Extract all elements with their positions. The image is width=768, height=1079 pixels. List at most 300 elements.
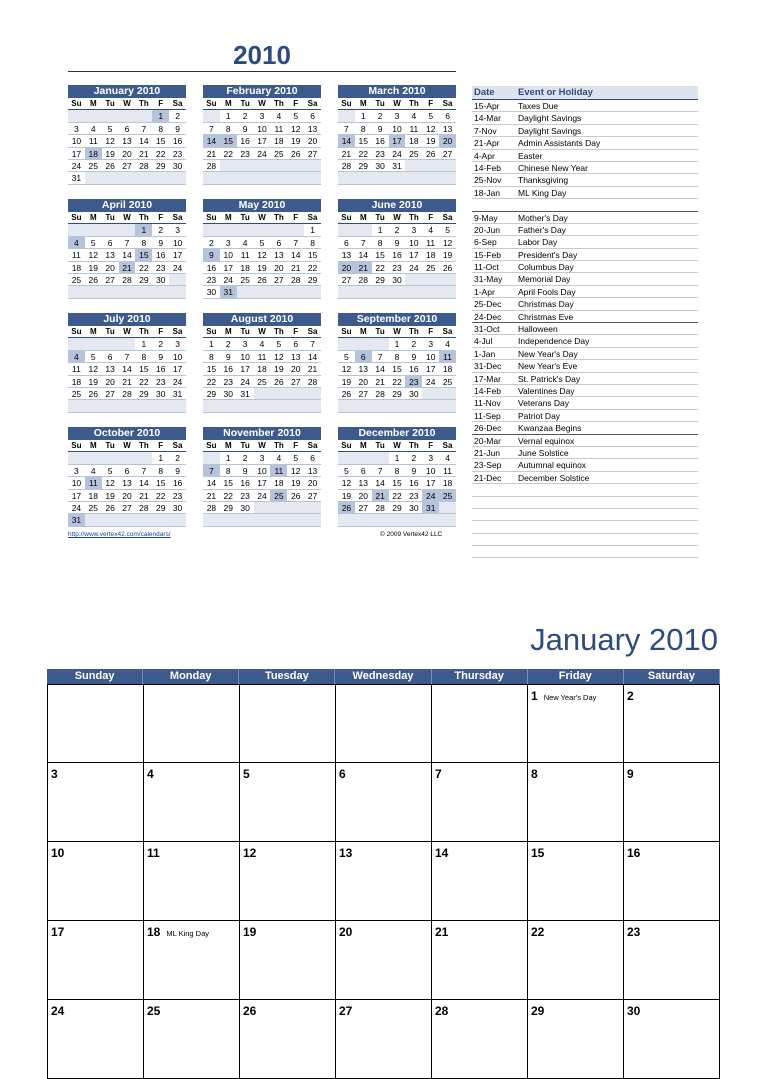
mini-weekday: M (220, 326, 237, 338)
event-date: 24-Dec (474, 311, 502, 322)
mini-day: 2 (220, 338, 237, 350)
mini-day: 15 (152, 135, 169, 147)
day-cell[interactable] (48, 1000, 144, 1079)
mini-day: 21 (372, 490, 389, 502)
mini-day-empty (135, 110, 152, 122)
event-name: Independence Day (518, 336, 590, 347)
mini-day: 18 (270, 135, 287, 147)
mini-day-empty (68, 452, 85, 464)
mini-weekday: W (389, 326, 406, 338)
mini-day: 9 (203, 249, 220, 261)
mini-day-empty (389, 400, 406, 412)
event-name (518, 509, 698, 520)
mini-day: 24 (220, 274, 237, 286)
mini-day-empty (152, 400, 169, 412)
day-cell[interactable] (240, 1000, 336, 1079)
mini-day: 11 (68, 249, 85, 261)
mini-day: 13 (355, 477, 372, 489)
mini-weekday: F (422, 440, 439, 452)
mini-day: 15 (389, 363, 406, 375)
mini-day: 24 (254, 148, 271, 160)
mini-day: 2 (237, 110, 254, 122)
mini-day: 7 (372, 351, 389, 363)
mini-day: 13 (102, 363, 119, 375)
mini-day: 3 (237, 338, 254, 350)
mini-day-empty (203, 224, 220, 236)
mini-month-title: February 2010 (203, 85, 321, 98)
day-number: 30 (627, 1004, 641, 1018)
mini-weekday: M (355, 326, 372, 338)
mini-day: 18 (68, 376, 85, 388)
mini-day: 18 (270, 477, 287, 489)
day-cell[interactable] (624, 842, 720, 921)
mini-day: 6 (119, 123, 136, 135)
day-cell[interactable] (240, 763, 336, 842)
mini-day-empty (119, 286, 136, 298)
mini-day: 29 (372, 274, 389, 286)
mini-day: 16 (169, 477, 186, 489)
mini-month (203, 199, 321, 299)
mini-day: 18 (405, 135, 422, 147)
mini-day: 10 (422, 351, 439, 363)
mini-day-empty (203, 110, 220, 122)
mini-day: 28 (372, 502, 389, 514)
mini-day: 7 (338, 123, 355, 135)
day-number: 18 (147, 925, 161, 939)
mini-weekday: W (119, 212, 136, 224)
day-cell[interactable] (144, 684, 240, 763)
mini-day: 1 (152, 110, 169, 122)
mini-day-empty (102, 224, 119, 236)
day-cell[interactable] (48, 763, 144, 842)
mini-day-empty (254, 514, 271, 526)
day-cell[interactable] (48, 684, 144, 763)
mini-day: 17 (68, 148, 85, 160)
mini-day: 8 (304, 237, 321, 249)
mini-day: 25 (270, 148, 287, 160)
events-header (472, 86, 698, 100)
mini-day-empty (439, 502, 456, 514)
mini-day-empty (85, 224, 102, 236)
mini-day: 2 (152, 338, 169, 350)
mini-day-empty (389, 514, 406, 526)
mini-day-empty (237, 160, 254, 172)
day-number: 24 (51, 1004, 65, 1018)
event-name: ML King Day (518, 187, 567, 198)
event-row (472, 112, 698, 124)
mini-day: 10 (254, 465, 271, 477)
mini-day: 20 (287, 363, 304, 375)
mini-month-grid (68, 326, 186, 413)
event-name: April Fools Day (518, 286, 576, 297)
day-cell[interactable] (336, 921, 432, 1000)
day-number: 25 (147, 1004, 161, 1018)
day-cell[interactable] (144, 842, 240, 921)
mini-day-empty (270, 400, 287, 412)
event-row (472, 286, 698, 298)
day-cell[interactable] (624, 1000, 720, 1079)
mini-day-empty (68, 338, 85, 350)
mini-day: 15 (220, 135, 237, 147)
mini-weekday: Sa (304, 212, 321, 224)
day-cell[interactable] (144, 1000, 240, 1079)
event-date: 25-Nov (474, 175, 502, 186)
mini-day: 29 (355, 160, 372, 172)
mini-month (68, 85, 186, 185)
mini-day-empty (220, 172, 237, 184)
event-date: 31-May (474, 274, 503, 285)
mini-month-title: May 2010 (203, 199, 321, 212)
day-cell[interactable] (432, 684, 528, 763)
mini-day: 24 (254, 490, 271, 502)
mini-day-empty (102, 110, 119, 122)
mini-weekday: Sa (439, 440, 456, 452)
mini-day: 16 (152, 249, 169, 261)
mini-day-empty (287, 388, 304, 400)
mini-weekday: W (254, 440, 271, 452)
mini-day: 2 (372, 110, 389, 122)
mini-day: 3 (405, 224, 422, 236)
mini-day-empty (85, 514, 102, 526)
mini-day: 11 (85, 477, 102, 489)
mini-day: 26 (422, 148, 439, 160)
mini-day-empty (254, 502, 271, 514)
mini-day-empty (237, 172, 254, 184)
mini-day: 20 (355, 376, 372, 388)
mini-day-empty (203, 514, 220, 526)
event-date: 26-Dec (474, 423, 502, 434)
mini-day: 3 (422, 338, 439, 350)
mini-day-empty (304, 388, 321, 400)
weekday-label: Thursday (432, 669, 528, 684)
mini-day: 27 (119, 160, 136, 172)
mini-day: 5 (85, 351, 102, 363)
mini-day: 10 (169, 237, 186, 249)
mini-day-empty (355, 286, 372, 298)
event-name: Halloween (518, 324, 558, 335)
mini-day: 20 (355, 490, 372, 502)
mini-day: 24 (68, 502, 85, 514)
mini-day: 12 (85, 249, 102, 261)
mini-day-empty (422, 172, 439, 184)
mini-day: 28 (119, 274, 136, 286)
mini-day: 6 (287, 338, 304, 350)
day-cell[interactable] (240, 684, 336, 763)
day-cell[interactable] (240, 921, 336, 1000)
mini-day-empty (68, 286, 85, 298)
mini-day: 28 (119, 388, 136, 400)
day-cell[interactable] (624, 763, 720, 842)
mini-day-empty (152, 286, 169, 298)
mini-day: 13 (119, 135, 136, 147)
mini-day: 13 (119, 477, 136, 489)
mini-day-empty (372, 400, 389, 412)
mini-day-empty (355, 514, 372, 526)
event-row (472, 546, 698, 558)
mini-month-grid (68, 440, 186, 527)
mini-day: 8 (135, 351, 152, 363)
day-cell[interactable] (528, 921, 624, 1000)
mini-day: 17 (169, 363, 186, 375)
mini-day: 20 (102, 262, 119, 274)
event-name: Admin Assistants Day (518, 138, 601, 149)
event-date (472, 484, 518, 495)
mini-day-empty (405, 160, 422, 172)
mini-weekday: Sa (304, 98, 321, 110)
mini-day: 3 (68, 465, 85, 477)
mini-weekday: W (119, 98, 136, 110)
mini-day: 23 (237, 490, 254, 502)
mini-day: 31 (422, 502, 439, 514)
event-date: 4-Jul (474, 336, 493, 347)
mini-day: 9 (169, 465, 186, 477)
day-cell[interactable] (144, 763, 240, 842)
mini-day-empty (85, 452, 102, 464)
mini-day: 17 (422, 477, 439, 489)
mini-month-grid (203, 98, 321, 185)
mini-day: 4 (270, 110, 287, 122)
event-name (518, 534, 698, 545)
day-event-note: ML King Day (166, 929, 210, 938)
event-name: Patriot Day (518, 410, 561, 421)
event-row (472, 447, 698, 459)
mini-day: 2 (389, 224, 406, 236)
day-cell[interactable] (528, 684, 624, 763)
mini-day: 2 (169, 452, 186, 464)
mini-day: 11 (254, 351, 271, 363)
event-date: 25-Dec (474, 299, 502, 310)
mini-day: 7 (304, 338, 321, 350)
day-cell[interactable] (432, 1000, 528, 1079)
event-name: Father's Day (518, 224, 566, 235)
day-cell[interactable] (336, 1000, 432, 1079)
event-name: Christmas Eve (518, 311, 574, 322)
day-cell[interactable] (432, 921, 528, 1000)
event-name: Daylight Savings (518, 113, 582, 124)
day-number: 6 (339, 767, 346, 781)
mini-day: 10 (237, 351, 254, 363)
event-date: 20-Jun (474, 224, 500, 235)
day-number: 28 (435, 1004, 449, 1018)
day-cell[interactable] (48, 842, 144, 921)
mini-day: 22 (355, 148, 372, 160)
mini-day-empty (304, 514, 321, 526)
mini-day-empty (304, 286, 321, 298)
mini-day: 21 (135, 148, 152, 160)
mini-day-empty (422, 286, 439, 298)
mini-month-title: March 2010 (338, 85, 456, 98)
event-row (472, 459, 698, 471)
event-name: St. Patrick's Day (518, 373, 581, 384)
mini-day: 24 (389, 148, 406, 160)
mini-month (68, 199, 186, 299)
mini-day-empty (135, 452, 152, 464)
mini-day: 20 (119, 148, 136, 160)
event-name: Labor Day (518, 237, 558, 248)
mini-weekday: Su (68, 98, 85, 110)
mini-day: 15 (220, 477, 237, 489)
mini-day: 27 (304, 148, 321, 160)
mini-weekday: M (85, 98, 102, 110)
mini-weekday: W (389, 98, 406, 110)
day-cell[interactable] (336, 763, 432, 842)
mini-day: 3 (169, 224, 186, 236)
mini-weekday: Sa (439, 98, 456, 110)
mini-day: 3 (68, 123, 85, 135)
mini-day: 5 (102, 123, 119, 135)
copyright: © 2009 Vertex42 LLC (380, 531, 443, 538)
day-cell[interactable] (528, 1000, 624, 1079)
weekday-label: Tuesday (239, 669, 335, 684)
mini-day-empty (422, 388, 439, 400)
weekday-label: Monday (143, 669, 239, 684)
mini-day-empty (270, 514, 287, 526)
vertex42-link[interactable]: http://www.vertex42.com/calendars/ (68, 531, 171, 538)
mini-day: 17 (254, 477, 271, 489)
mini-day-empty (220, 514, 237, 526)
mini-day: 17 (68, 490, 85, 502)
event-row (472, 261, 698, 273)
event-name: Thanksgiving (518, 175, 569, 186)
mini-day-empty (287, 286, 304, 298)
mini-month-grid (203, 326, 321, 413)
mini-day: 24 (422, 490, 439, 502)
event-name: Memorial Day (518, 274, 571, 285)
mini-day: 22 (152, 490, 169, 502)
mini-day: 12 (254, 249, 271, 261)
mini-weekday: Th (270, 326, 287, 338)
mini-day: 4 (405, 110, 422, 122)
mini-day-empty (85, 172, 102, 184)
mini-day: 3 (254, 452, 271, 464)
mini-weekday: Sa (169, 440, 186, 452)
mini-day: 30 (405, 388, 422, 400)
day-cell[interactable] (144, 921, 240, 1000)
title-divider (68, 71, 456, 72)
event-date: 1-Apr (474, 286, 495, 297)
mini-day: 11 (422, 237, 439, 249)
mini-day: 28 (355, 274, 372, 286)
event-name (518, 546, 698, 557)
mini-day: 25 (439, 376, 456, 388)
mini-weekday: Tu (372, 212, 389, 224)
mini-day: 22 (135, 376, 152, 388)
day-cell[interactable] (528, 763, 624, 842)
mini-day: 25 (439, 490, 456, 502)
mini-day: 18 (85, 148, 102, 160)
mini-day: 20 (102, 376, 119, 388)
mini-day: 9 (389, 237, 406, 249)
mini-day: 18 (85, 490, 102, 502)
mini-weekday: M (85, 326, 102, 338)
mini-day: 31 (68, 172, 85, 184)
mini-day: 14 (338, 135, 355, 147)
mini-day: 26 (439, 262, 456, 274)
event-row (472, 360, 698, 372)
event-date: 20-Mar (474, 435, 501, 446)
event-date: 11-Sep (474, 410, 501, 421)
event-date: 4-Apr (474, 150, 495, 161)
day-number: 15 (531, 846, 545, 860)
mini-weekday: Tu (237, 326, 254, 338)
event-name: Daylight Savings (518, 125, 582, 136)
event-date (472, 521, 518, 532)
mini-month-title: August 2010 (203, 313, 321, 326)
mini-day: 1 (389, 338, 406, 350)
day-number: 4 (147, 767, 154, 781)
mini-weekday: M (355, 98, 372, 110)
mini-weekday: Su (203, 326, 220, 338)
mini-month (68, 427, 186, 527)
mini-day: 31 (220, 286, 237, 298)
day-cell[interactable] (624, 684, 720, 763)
event-name: Christmas Day (518, 299, 574, 310)
mini-day: 2 (405, 452, 422, 464)
mini-day: 19 (102, 490, 119, 502)
day-cell[interactable] (48, 921, 144, 1000)
mini-day: 14 (304, 351, 321, 363)
mini-day: 1 (203, 338, 220, 350)
mini-day-empty (135, 400, 152, 412)
day-cell[interactable] (336, 842, 432, 921)
mini-day: 4 (270, 452, 287, 464)
mini-day: 29 (304, 274, 321, 286)
day-cell[interactable] (528, 842, 624, 921)
day-cell[interactable] (432, 842, 528, 921)
mini-day: 21 (203, 148, 220, 160)
mini-day: 3 (169, 338, 186, 350)
mini-day: 17 (422, 363, 439, 375)
day-number: 21 (435, 925, 449, 939)
mini-day: 15 (372, 249, 389, 261)
mini-month-grid (338, 212, 456, 299)
mini-day: 8 (152, 465, 169, 477)
mini-day: 19 (422, 135, 439, 147)
mini-day: 5 (439, 224, 456, 236)
mini-day: 23 (152, 262, 169, 274)
event-date (472, 199, 518, 210)
day-cell[interactable] (432, 763, 528, 842)
mini-day-empty (270, 502, 287, 514)
mini-day: 7 (355, 237, 372, 249)
mini-day-empty (254, 160, 271, 172)
mini-day: 12 (422, 123, 439, 135)
event-date: 14-Mar (474, 113, 501, 124)
event-row (472, 187, 698, 199)
mini-day: 1 (355, 110, 372, 122)
mini-day: 19 (338, 376, 355, 388)
mini-day-empty (439, 160, 456, 172)
event-row (472, 509, 698, 521)
mini-day: 29 (389, 502, 406, 514)
mini-day: 30 (169, 502, 186, 514)
mini-month-grid (338, 326, 456, 413)
day-cell[interactable] (624, 921, 720, 1000)
mini-day: 13 (102, 249, 119, 261)
mini-weekday: Tu (102, 326, 119, 338)
mini-weekday: Su (68, 440, 85, 452)
mini-day-empty (287, 224, 304, 236)
mini-day-empty (389, 286, 406, 298)
event-name (518, 199, 698, 210)
event-name: President's Day (518, 249, 578, 260)
event-row (472, 137, 698, 149)
day-cell[interactable] (240, 842, 336, 921)
day-cell[interactable] (336, 684, 432, 763)
event-date (472, 546, 518, 557)
mini-day: 29 (389, 388, 406, 400)
mini-day: 8 (135, 237, 152, 249)
